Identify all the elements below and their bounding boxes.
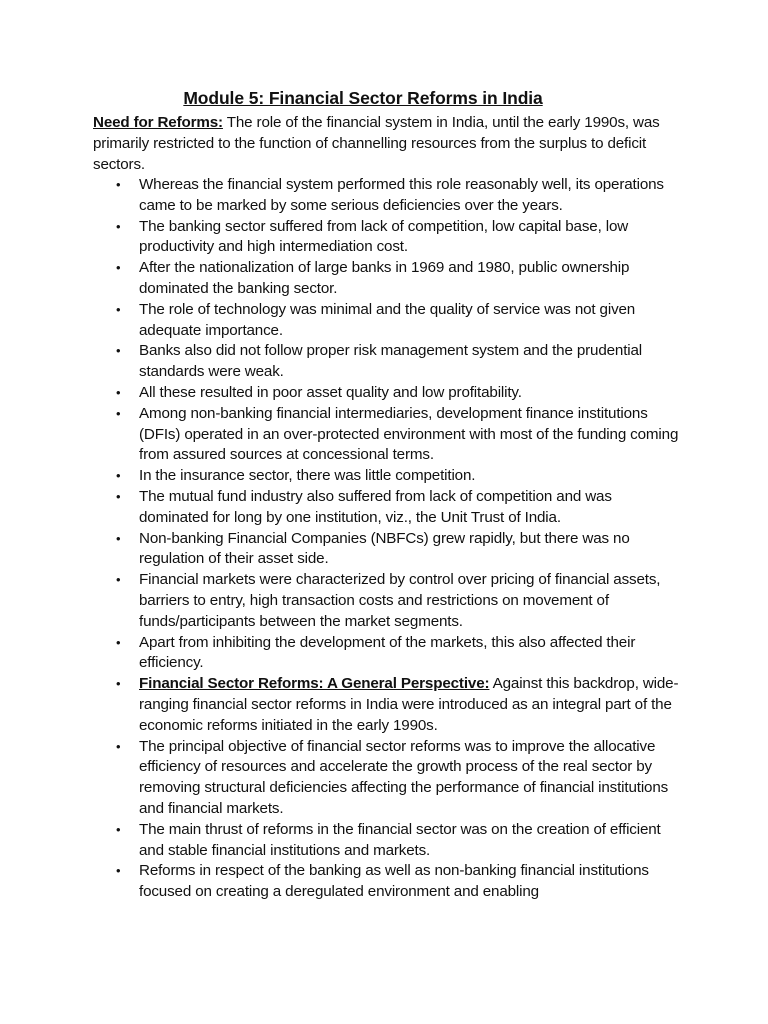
list-item	[0, 404, 684, 466]
bullet-icon: •	[116, 405, 121, 421]
list-item-text: In the insurance sector, there was little competition.	[139, 467, 476, 485]
bullet-icon: •	[116, 218, 121, 234]
bullet-icon: •	[116, 468, 121, 484]
list-item-text: Financial markets were characterized by control over pricing of financial assets, barriers to entry, high transaction costs and restrictions on movement of funds/participants between the market segments.	[139, 571, 661, 630]
list-item-text: Among non-banking financial intermediaries, development finance institutions (DFIs) operated in an over-protected environment with most of the funding coming from assured sources at concessional terms.	[139, 404, 679, 464]
list-item-text: Apart from inhibiting the development of the markets, this also affected their efficiency.	[139, 633, 636, 672]
bullet-icon: •	[116, 384, 121, 400]
bullet-icon: •	[116, 343, 121, 359]
intro-paragraph	[93, 113, 683, 175]
list-item-text: Whereas the financial system performed this role reasonably well, its operations came to be marked by some serious deficiencies over the years.	[139, 176, 664, 214]
list-item	[0, 674, 684, 736]
intro-label: Need for Reforms:	[93, 114, 223, 131]
bullet-icon: •	[116, 530, 121, 546]
list-item-text: The role of technology was minimal and the quality of service was not given adequate importance.	[139, 300, 636, 339]
list-item	[0, 861, 684, 903]
bullet-icon: •	[116, 177, 121, 192]
list-item	[0, 217, 684, 259]
list-item	[0, 820, 684, 862]
list-item	[0, 529, 684, 571]
list-item-text: The mutual fund industry also suffered from lack of competition and was dominated for long by one institution, viz., the Unit Trust of India.	[139, 487, 612, 526]
list-item	[0, 300, 684, 342]
bullet-icon: •	[116, 301, 121, 317]
bullet-icon: •	[116, 738, 121, 754]
list-item	[0, 633, 684, 675]
bullet-icon: •	[116, 260, 121, 276]
list-item	[0, 258, 684, 300]
list-item-text: After the nationalization of large banks in 1969 and 1980, public ownership dominated the banking sector.	[139, 259, 630, 297]
section-label: Financial Sector Reforms: A General Perspective:	[139, 675, 490, 693]
list-item-text: The banking sector suffered from lack of competition, low capital base, low productivity and high intermediation cost.	[139, 217, 629, 256]
list-item	[0, 341, 684, 383]
list-item	[0, 737, 684, 820]
list-item	[0, 487, 684, 529]
bullet-icon: •	[116, 488, 121, 504]
bullet-list	[0, 175, 768, 903]
list-item-text: Against this backdrop, wide-ranging financial sector reforms in India were introduced as an integral part of the economic reforms initiated in the early 1990s.	[139, 675, 679, 734]
list-item	[0, 175, 684, 217]
list-item-text: Reforms in respect of the banking as well as non-banking financial institutions focused on creating a deregulated environment and enabling	[139, 862, 649, 901]
bullet-icon: •	[116, 572, 121, 588]
bullet-icon: •	[116, 634, 121, 650]
list-item-text: The main thrust of reforms in the financial sector was on the creation of efficient and stable financial institutions and markets.	[139, 820, 661, 859]
list-item-text: Banks also did not follow proper risk management system and the prudential standards were weak.	[139, 342, 643, 381]
list-item	[0, 383, 684, 404]
bullet-icon: •	[116, 821, 121, 837]
page-title: Module 5: Financial Sector Reforms in India	[183, 88, 543, 108]
list-item-text: Non-banking Financial Companies (NBFCs) grew rapidly, but there was no regulation of their asset side.	[139, 529, 630, 568]
bullet-icon: •	[116, 676, 121, 692]
list-item	[0, 466, 684, 487]
intro-text: The role of the financial system in India, until the early 1990s, was primarily restricted to the function of channelling resources from the surplus to deficit sectors.	[93, 114, 660, 173]
list-item	[0, 570, 684, 632]
bullet-icon: •	[116, 863, 121, 879]
list-item-text: The principal objective of financial sector reforms was to improve the allocative efficiency of resources and accelerate the growth process of the real sector by removing structural deficiencies affecting the performance of financial institutions and financial markets.	[139, 737, 669, 817]
list-item-text: All these resulted in poor asset quality and low profitability.	[139, 383, 522, 401]
